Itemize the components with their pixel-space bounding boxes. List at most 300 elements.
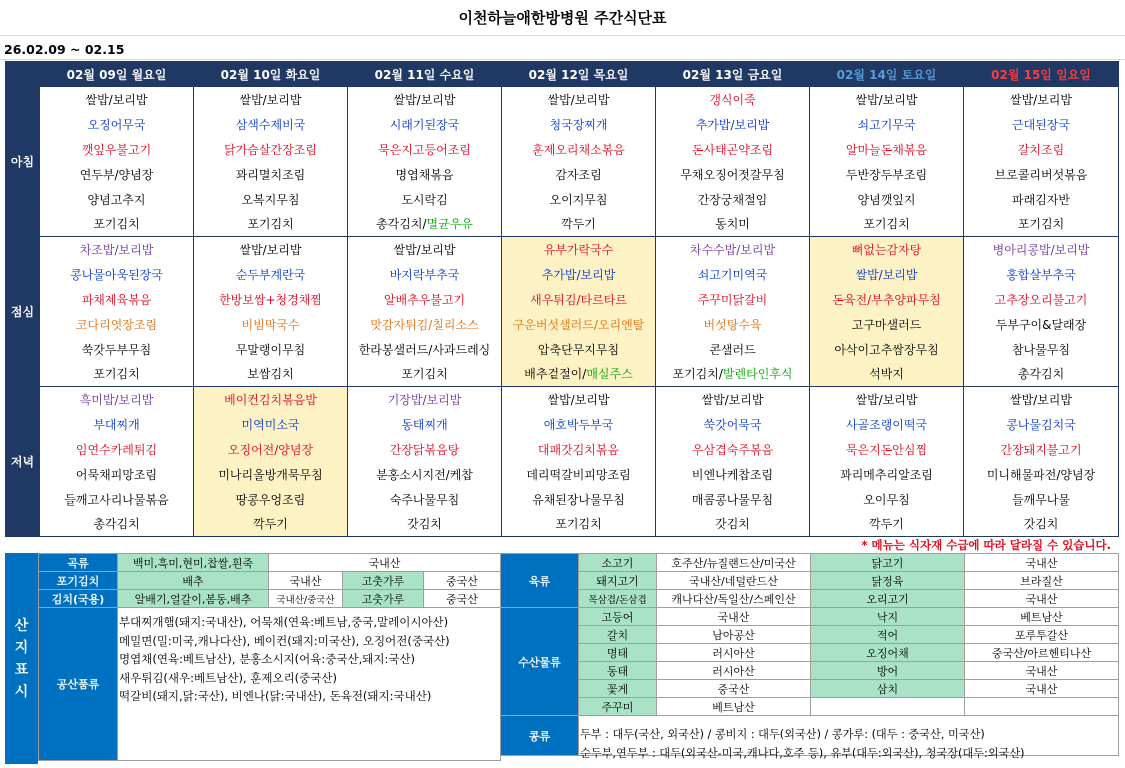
menu-item: 쇠고기미역국 xyxy=(697,267,768,282)
menu-row xyxy=(6,87,1119,112)
seafood-origin: 남아공산 xyxy=(657,626,811,644)
menu-item: 콩나물김치국 xyxy=(1006,417,1076,432)
menu-item: 추가밥/보리밥 xyxy=(695,117,770,132)
menu-cell xyxy=(502,87,656,112)
seafood-origin: 국내산 xyxy=(965,662,1119,680)
meat-origin: 국내산/네덜란드산 xyxy=(657,572,811,590)
menu-cell xyxy=(348,212,502,237)
menu-cell xyxy=(502,212,656,237)
menu-item: 고구마샐러드 xyxy=(851,317,922,332)
menu-cell xyxy=(656,212,810,237)
menu-cell xyxy=(964,262,1119,287)
menu-row xyxy=(6,512,1119,537)
menu-item: 순두부계란국 xyxy=(235,267,306,282)
menu-item: 쌀밥/보리밥 xyxy=(855,92,918,107)
menu-item: 묵은지돈안심찜 xyxy=(845,442,928,457)
menu-item: 동태찌개 xyxy=(401,417,448,432)
menu-cell xyxy=(502,462,656,487)
menu-cell xyxy=(964,487,1119,512)
menu-cell xyxy=(502,262,656,287)
menu-cell xyxy=(656,312,810,337)
menu-cell xyxy=(194,87,348,112)
meat-item: 목삼겹/돈삼겹 xyxy=(579,590,657,608)
kimchi-label: 포기김치 xyxy=(39,572,118,590)
menu-item: 숙주나물무침 xyxy=(389,492,460,507)
menu-item: 동치미 xyxy=(715,217,750,232)
menu-item: 유채된장나물무침 xyxy=(532,492,625,507)
menu-item: 도시락김 xyxy=(401,192,448,207)
bean-origin-list xyxy=(578,725,1118,763)
menu-cell xyxy=(656,287,810,312)
origin-row-grain xyxy=(39,554,501,572)
origin-row-seafood xyxy=(501,680,1119,698)
meal-label: 아침 xyxy=(6,87,40,237)
menu-cell xyxy=(348,162,502,187)
menu-item: 쌀밥/보리밥 xyxy=(855,267,918,282)
menu-item: 베이컨김치볶음밥 xyxy=(224,392,317,407)
menu-item: 총각김치 xyxy=(1017,367,1065,382)
menu-cell xyxy=(964,312,1119,337)
seafood-item: 오징어채 xyxy=(811,644,965,662)
menu-item: 매콤콩나물무침 xyxy=(691,492,774,507)
menu-cell xyxy=(656,187,810,212)
bean-label: 콩류 xyxy=(501,716,579,756)
menu-item: 비빔막국수 xyxy=(241,317,300,332)
menu-cell xyxy=(40,212,194,237)
menu-cell xyxy=(40,187,194,212)
menu-item: 갓김치 xyxy=(1023,517,1059,532)
menu-cell xyxy=(656,487,810,512)
menu-item: 추가밥/보리밥 xyxy=(541,267,616,282)
menu-item: 포기김치 xyxy=(247,217,294,232)
menu-item: 오복지무침 xyxy=(241,192,300,207)
grain-items: 백미,흑미,현미,찹쌀,흰죽 xyxy=(118,554,269,572)
menu-item: 닭가슴살간장조림 xyxy=(224,142,317,157)
page-title: 이천하늘애한방병원 주간식단표 xyxy=(0,0,1125,36)
menu-cell xyxy=(964,162,1119,187)
seafood-origin: 베트남산 xyxy=(965,608,1119,626)
menu-cell xyxy=(964,437,1119,462)
origin-row-seafood xyxy=(501,626,1119,644)
menu-cell xyxy=(656,437,810,462)
menu-cell xyxy=(964,337,1119,362)
menu-item: 석박지 xyxy=(869,367,904,382)
menu-item: 한라봉샐러드/사과드레싱 xyxy=(358,342,491,357)
menu-item: 데리떡갈비피망조림 xyxy=(526,467,631,482)
seafood-origin: 러시아산 xyxy=(657,644,811,662)
menu-row xyxy=(6,287,1119,312)
menu-cell xyxy=(194,212,348,237)
meat-origin: 캐나다산/독일산/스페인산 xyxy=(657,590,811,608)
menu-item: 두반장두부조림 xyxy=(845,167,928,182)
menu-item: 쇠고기무국 xyxy=(857,117,916,132)
kimchi-pepper-origin: 중국산 xyxy=(424,572,501,590)
menu-cell xyxy=(502,112,656,137)
origin-row-seafood xyxy=(501,608,1119,626)
seafood-item xyxy=(811,698,965,716)
kimchi2-items: 알배기,얼갈이,봄동,배추 xyxy=(118,590,269,608)
menu-cell xyxy=(964,287,1119,312)
menu-item: 기장밥/보리밥 xyxy=(387,392,462,407)
menu-item: 병아리콩밥/보리밥 xyxy=(992,242,1090,257)
menu-row xyxy=(6,387,1119,412)
menu-item: 주꾸미닭갈비 xyxy=(697,292,768,307)
origin-row-seafood xyxy=(501,698,1119,716)
seafood-origin xyxy=(965,698,1119,716)
menu-cell xyxy=(194,262,348,287)
menu-item: 부대찌개 xyxy=(93,417,140,432)
seafood-origin: 중국산 xyxy=(657,680,811,698)
menu-item: 들깨고사리나물볶음 xyxy=(64,492,169,507)
menu-cell xyxy=(964,112,1119,137)
menu-cell xyxy=(194,412,348,437)
menu-cell xyxy=(194,187,348,212)
menu-item: 버섯탕수육 xyxy=(703,317,762,332)
menu-cell xyxy=(810,387,964,412)
menu-row xyxy=(6,112,1119,137)
seafood-item: 주꾸미 xyxy=(579,698,657,716)
menu-item: 간장궁채절임 xyxy=(697,192,768,207)
seafood-origin: 러시아산 xyxy=(657,662,811,680)
menu-item: 포기김치 xyxy=(93,217,140,232)
menu-item: 오징어전/양념장 xyxy=(227,442,314,457)
menu-item: 홍합살부추국 xyxy=(1006,267,1076,282)
menu-cell xyxy=(502,237,656,262)
seafood-item: 꽃게 xyxy=(579,680,657,698)
menu-item: 알마늘돈채볶음 xyxy=(845,142,928,157)
seafood-item: 동태 xyxy=(579,662,657,680)
kimchi-cabbage: 배추 xyxy=(118,572,269,590)
processed-line: 명엽채(연육:베트남산), 분홍소시지(어육:중국산,돼지:국산) xyxy=(119,652,416,667)
menu-cell xyxy=(810,237,964,262)
menu-cell xyxy=(502,487,656,512)
day-header: 02월 10일 화요일 xyxy=(194,62,348,87)
menu-item: 아삭이고추쌈장무침 xyxy=(834,342,939,357)
menu-cell xyxy=(40,412,194,437)
menu-item: 포기김치/ xyxy=(672,367,723,382)
menu-item: 코다리엿장조림 xyxy=(75,317,158,332)
processed-line: 메밀면(밀:미국,캐나다산), 베이컨(돼지:미국산), 오징어전(중국산) xyxy=(119,633,450,648)
menu-cell xyxy=(656,512,810,537)
origin-row-kimchi-soup xyxy=(39,590,501,608)
menu-cell xyxy=(194,437,348,462)
menu-item: 쌀밥/보리밥 xyxy=(85,92,148,107)
meat-item: 닭고기 xyxy=(811,554,965,572)
menu-cell xyxy=(194,462,348,487)
menu-cell xyxy=(40,362,194,387)
menu-cell xyxy=(810,437,964,462)
menu-cell xyxy=(194,112,348,137)
menu-cell xyxy=(656,387,810,412)
menu-item: 갓김치 xyxy=(715,517,750,532)
menu-item: 무말랭이무침 xyxy=(235,342,306,357)
menu-cell xyxy=(502,437,656,462)
menu-cell xyxy=(348,337,502,362)
menu-item: 훈제오리채소볶음 xyxy=(532,142,625,157)
menu-cell xyxy=(810,312,964,337)
period-label: 26.02.09 ~ 02.15 xyxy=(4,41,125,57)
menu-body xyxy=(6,87,1119,537)
origin-row-seafood xyxy=(501,644,1119,662)
menu-cell xyxy=(502,162,656,187)
menu-item: 흑미밥/보리밥 xyxy=(79,392,154,407)
menu-item: 간장닭볶음탕 xyxy=(389,442,460,457)
menu-cell xyxy=(348,137,502,162)
menu-item: 유부가락국수 xyxy=(543,242,614,257)
menu-item: 감자조림 xyxy=(555,167,602,182)
meat-origin: 브라질산 xyxy=(965,572,1119,590)
menu-item: 새우튀김/타르타르 xyxy=(530,292,627,307)
menu-item: 총각김치 xyxy=(93,517,140,532)
menu-item: 깍두기 xyxy=(253,517,288,532)
menu-item: 쌀밥/보리밥 xyxy=(547,92,610,107)
origin-label-char: 산 xyxy=(14,617,29,634)
menu-row xyxy=(6,437,1119,462)
processed-line: 부대찌개햄(돼지:국내산), 어묵채(연육:베트남,중국,말레이시아산) xyxy=(119,615,449,629)
menu-item: 맛감자튀김/칠리소스 xyxy=(370,317,479,332)
corner-cell xyxy=(6,62,40,87)
day-header: 02월 09일 월요일 xyxy=(40,62,194,87)
menu-item: 뼈없는감자탕 xyxy=(851,242,922,257)
menu-cell xyxy=(194,162,348,187)
menu-item: 오이지무침 xyxy=(549,192,608,207)
menu-item: 쌀밥/보리밥 xyxy=(1009,92,1072,107)
menu-item: 미역미소국 xyxy=(241,417,300,432)
menu-cell xyxy=(810,112,964,137)
kimchi2-pepper: 고춧가루 xyxy=(343,590,424,608)
origin-row-meat xyxy=(501,590,1119,608)
menu-cell xyxy=(810,487,964,512)
processed-line: 떡갈비(돼지,닭:국산), 비엔나(닭:국내산), 돈육전(돼지:국내산) xyxy=(119,689,432,704)
menu-cell xyxy=(502,287,656,312)
seafood-item: 갈치 xyxy=(579,626,657,644)
menu-item: 오징어무국 xyxy=(87,117,146,132)
menu-cell xyxy=(810,362,964,387)
menu-item: 돈사태곤약조림 xyxy=(691,142,774,157)
menu-cell xyxy=(810,162,964,187)
menu-item: 비엔나케찹조림 xyxy=(691,467,774,482)
menu-item: 깍두기 xyxy=(869,517,904,532)
menu-item: 근대된장국 xyxy=(1012,117,1070,132)
seafood-origin: 국내산 xyxy=(965,680,1119,698)
menu-item: 돈육전/부추양파무침 xyxy=(832,292,941,307)
menu-cell xyxy=(502,387,656,412)
menu-item: 양념깻잎지 xyxy=(857,192,916,207)
bean-line: 두부 : 대두(국산, 외국산) / 콩비지 : 대두(외국산) / 콩가루: (대두 : 중국산, 미국산) xyxy=(580,728,985,741)
day-header-row xyxy=(6,62,1119,87)
menu-item: 포기김치 xyxy=(93,367,140,382)
menu-cell xyxy=(810,337,964,362)
menu-item: 브로콜리버섯볶음 xyxy=(994,167,1088,182)
menu-row xyxy=(6,362,1119,387)
seafood-origin: 중국산/아르헨티나산 xyxy=(965,644,1119,662)
meal-label: 점심 xyxy=(6,237,40,387)
menu-row xyxy=(6,312,1119,337)
menu-cell xyxy=(964,187,1119,212)
kimchi2-origin: 국내산/중국산 xyxy=(269,590,343,608)
menu-item: 깍두기 xyxy=(561,217,596,232)
menu-item: 쌀밥/보리밥 xyxy=(701,392,764,407)
menu-cell xyxy=(40,387,194,412)
origin-row-seafood xyxy=(501,662,1119,680)
seafood-item: 고등어 xyxy=(579,608,657,626)
menu-cell xyxy=(810,512,964,537)
origin-label-char: 지 xyxy=(14,639,29,656)
meat-origin: 국내산 xyxy=(965,590,1119,608)
menu-cell xyxy=(964,137,1119,162)
menu-row xyxy=(6,212,1119,237)
menu-cell xyxy=(656,162,810,187)
menu-item: 쌀밥/보리밥 xyxy=(239,92,302,107)
menu-item: 한방보쌈+청경채찜 xyxy=(219,292,322,307)
menu-cell xyxy=(40,237,194,262)
seafood-item: 명태 xyxy=(579,644,657,662)
kimchi2-label: 김치(국용) xyxy=(39,590,118,608)
menu-cell xyxy=(964,237,1119,262)
menu-cell xyxy=(810,87,964,112)
menu-item: 알배추우불고기 xyxy=(383,292,466,307)
menu-cell xyxy=(348,487,502,512)
menu-cell xyxy=(964,387,1119,412)
menu-cell xyxy=(40,287,194,312)
menu-cell xyxy=(656,137,810,162)
menu-item: 어묵채피망조림 xyxy=(75,467,158,482)
menu-cell xyxy=(194,512,348,537)
menu-item: 참나물무침 xyxy=(1012,342,1070,357)
menu-item: 무채오징어젓갈무침 xyxy=(680,167,785,182)
menu-item: 배추겉절이/ xyxy=(524,367,587,382)
menu-item: 꽈리메추리알조림 xyxy=(840,467,933,482)
menu-item: 땅콩우엉조림 xyxy=(235,492,306,507)
origin-section-label xyxy=(5,553,38,764)
menu-item: 묵은지고등어조림 xyxy=(378,142,471,157)
menu-cell xyxy=(40,437,194,462)
menu-item: 차수수밥/보리밥 xyxy=(689,242,776,257)
menu-row xyxy=(6,337,1119,362)
menu-cell xyxy=(656,412,810,437)
menu-row xyxy=(6,262,1119,287)
menu-item: 보쌈김치 xyxy=(247,367,294,382)
menu-item: 쌀밥/보리밥 xyxy=(547,392,610,407)
menu-cell xyxy=(348,512,502,537)
menu-cell xyxy=(810,287,964,312)
menu-row xyxy=(6,162,1119,187)
menu-cell xyxy=(502,512,656,537)
menu-item: 미나리올방개묵무침 xyxy=(218,467,323,482)
menu-item: 사골조랭이떡국 xyxy=(845,417,928,432)
meat-origin: 국내산 xyxy=(965,554,1119,572)
day-header-saturday: 02월 14일 토요일 xyxy=(810,62,964,87)
menu-cell xyxy=(194,237,348,262)
menu-cell xyxy=(348,237,502,262)
origin-row-meat xyxy=(501,554,1119,572)
menu-row xyxy=(6,237,1119,262)
menu-item: 쑥갓두부무침 xyxy=(81,342,152,357)
menu-cell xyxy=(656,112,810,137)
meal-label: 저녁 xyxy=(6,387,40,537)
menu-cell xyxy=(502,312,656,337)
menu-change-note: * 메뉴는 식자재 수급에 따라 달라질 수 있습니다. xyxy=(861,538,1111,552)
menu-row xyxy=(6,187,1119,212)
seafood-origin: 베트남산 xyxy=(657,698,811,716)
menu-item: 쌀밥/보리밥 xyxy=(393,242,456,257)
origin-label-char: 시 xyxy=(14,683,29,700)
menu-cell xyxy=(810,462,964,487)
meat-item: 오리고기 xyxy=(811,590,965,608)
menu-item: 쌀밥/보리밥 xyxy=(855,392,918,407)
menu-cell xyxy=(40,262,194,287)
processed-label: 공산품류 xyxy=(39,608,118,761)
menu-cell xyxy=(656,262,810,287)
day-header: 02월 13일 금요일 xyxy=(656,62,810,87)
menu-item: 바지락부추국 xyxy=(389,267,460,282)
menu-item: 간장돼지불고기 xyxy=(1000,442,1082,457)
menu-item: 포기김치 xyxy=(863,217,910,232)
menu-item: 오이무침 xyxy=(863,492,910,507)
menu-item: 두부구이&달래장 xyxy=(995,317,1087,332)
weekly-menu-table xyxy=(5,61,1119,537)
menu-cell xyxy=(502,337,656,362)
menu-item: 총각김치/ xyxy=(376,217,427,232)
menu-cell xyxy=(502,187,656,212)
menu-item: 갈치조림 xyxy=(1017,142,1065,157)
menu-item: 분홍소시지전/케찹 xyxy=(376,467,473,482)
menu-item: 쌀밥/보리밥 xyxy=(239,242,302,257)
menu-item: 쑥갓어묵국 xyxy=(703,417,762,432)
menu-cell xyxy=(194,312,348,337)
menu-item: 우삼겹숙주볶음 xyxy=(691,442,774,457)
menu-cell xyxy=(964,512,1119,537)
kimchi-cabbage-origin: 국내산 xyxy=(269,572,343,590)
menu-cell xyxy=(656,237,810,262)
menu-row xyxy=(6,462,1119,487)
processed-list xyxy=(117,613,500,710)
menu-item: 콩나물아욱된장국 xyxy=(70,267,163,282)
menu-cell xyxy=(40,137,194,162)
menu-cell xyxy=(656,337,810,362)
menu-cell xyxy=(40,337,194,362)
menu-item: 깻잎우불고기 xyxy=(81,142,152,157)
menu-cell xyxy=(40,87,194,112)
menu-cell xyxy=(40,462,194,487)
day-header: 02월 11일 수요일 xyxy=(348,62,502,87)
menu-cell xyxy=(348,287,502,312)
menu-item: 포기김치 xyxy=(1017,217,1065,232)
menu-item: 포기김치 xyxy=(401,367,448,382)
seafood-item: 적어 xyxy=(811,626,965,644)
menu-item: 쌀밥/보리밥 xyxy=(1009,392,1072,407)
menu-cell xyxy=(656,87,810,112)
menu-item: 꽈리멸치조림 xyxy=(235,167,306,182)
menu-row xyxy=(6,412,1119,437)
menu-cell xyxy=(40,112,194,137)
grain-label: 곡류 xyxy=(39,554,118,572)
menu-cell xyxy=(348,412,502,437)
meat-origin: 호주산/뉴질랜드산/미국산 xyxy=(657,554,811,572)
menu-cell xyxy=(40,512,194,537)
menu-item: 차조밥/보리밥 xyxy=(79,242,154,257)
menu-cell xyxy=(964,87,1119,112)
seafood-origin: 국내산 xyxy=(657,608,811,626)
menu-cell xyxy=(348,312,502,337)
menu-item-extra: 발렌타인후식 xyxy=(722,367,793,382)
menu-row xyxy=(6,137,1119,162)
menu-cell xyxy=(964,412,1119,437)
menu-cell xyxy=(40,162,194,187)
day-header: 02월 12일 목요일 xyxy=(502,62,656,87)
menu-cell xyxy=(194,287,348,312)
menu-item: 양념고추지 xyxy=(87,192,146,207)
